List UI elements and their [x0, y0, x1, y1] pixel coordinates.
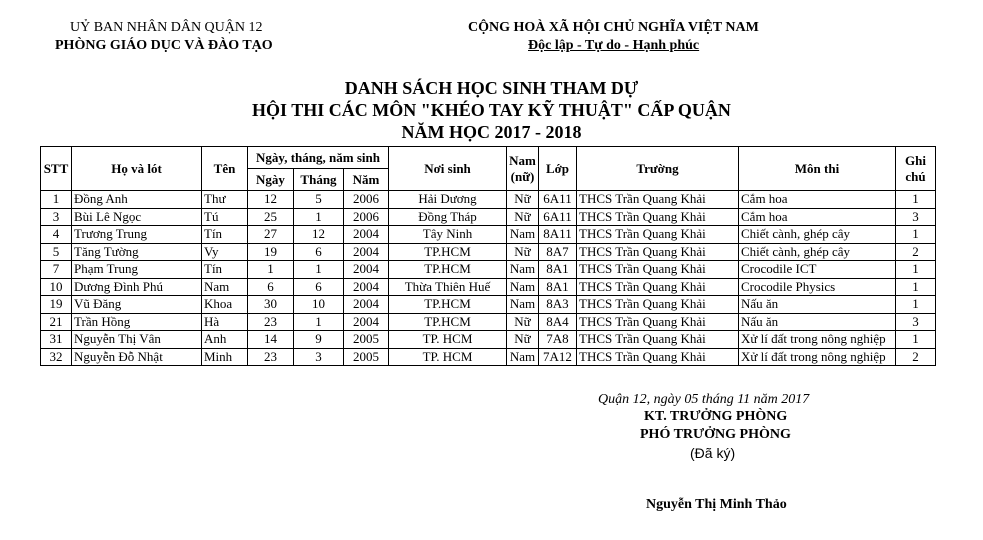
cell-mon-thi: Crocodile ICT — [739, 261, 896, 279]
issuer-line-2: PHÒNG GIÁO DỤC VÀ ĐÀO TẠO — [55, 38, 273, 53]
header-nam-nu — [507, 147, 539, 191]
cell-ten: Khoa — [202, 296, 248, 314]
cell-gioi-tinh: Nữ — [507, 191, 539, 209]
cell-ngay: 6 — [248, 278, 294, 296]
cell-ho-va-lot: Bùi Lê Ngọc — [72, 208, 202, 226]
cell-truong: THCS Trần Quang Khải — [577, 296, 739, 314]
cell-stt: 10 — [41, 278, 72, 296]
cell-mon-thi: Chiết cành, ghép cây — [739, 243, 896, 261]
cell-gioi-tinh: Nam — [507, 296, 539, 314]
signer-role-1: KT. TRƯỞNG PHÒNG — [644, 409, 788, 424]
cell-stt: 3 — [41, 208, 72, 226]
cell-lop: 8A11 — [539, 226, 577, 244]
header-ghi-chu — [896, 147, 936, 191]
cell-ghi-chu: 1 — [896, 226, 936, 244]
header-nam-nu-line1: Nam — [509, 152, 536, 168]
cell-gioi-tinh: Nam — [507, 261, 539, 279]
cell-gioi-tinh: Nam — [507, 348, 539, 366]
cell-truong: THCS Trần Quang Khải — [577, 243, 739, 261]
header-noi-sinh: Nơi sinh — [389, 147, 507, 191]
doc-title-line-2: HỘI THI CÁC MÔN "KHÉO TAY KỸ THUẬT" CẤP QUẬN — [252, 100, 731, 120]
cell-ngay: 30 — [248, 296, 294, 314]
cell-ghi-chu: 2 — [896, 348, 936, 366]
cell-gioi-tinh: Nam — [507, 278, 539, 296]
cell-stt: 32 — [41, 348, 72, 366]
cell-stt: 7 — [41, 261, 72, 279]
cell-ten: Tú — [202, 208, 248, 226]
cell-truong: THCS Trần Quang Khải — [577, 191, 739, 209]
table-row — [41, 331, 936, 349]
cell-ngay: 12 — [248, 191, 294, 209]
roster-body — [41, 191, 936, 366]
table-row — [41, 296, 936, 314]
cell-thang: 1 — [294, 313, 344, 331]
cell-ho-va-lot: Nguyễn Đỗ Nhật — [72, 348, 202, 366]
cell-nam: 2004 — [344, 278, 389, 296]
cell-thang: 6 — [294, 243, 344, 261]
sign-date: Quận 12, ngày 05 tháng 11 năm 2017 — [598, 392, 810, 407]
cell-ho-va-lot: Vũ Đăng — [72, 296, 202, 314]
cell-noi-sinh: Thừa Thiên Huế — [389, 278, 507, 296]
cell-truong: THCS Trần Quang Khải — [577, 331, 739, 349]
header-ghi-chu-line1: Ghi — [905, 152, 926, 168]
nation-line-1: CỘNG HOÀ XÃ HỘI CHỦ NGHĨA VIỆT NAM — [468, 20, 759, 35]
header-ghi-chu-line2: chú — [905, 168, 926, 184]
cell-mon-thi: Xử lí đất trong nông nghiệp — [739, 348, 896, 366]
header-ngay-thang-nam-sinh: Ngày, tháng, năm sinh — [248, 147, 389, 169]
cell-thang: 9 — [294, 331, 344, 349]
cell-nam: 2004 — [344, 313, 389, 331]
cell-lop: 8A1 — [539, 278, 577, 296]
table-row — [41, 191, 936, 209]
cell-truong: THCS Trần Quang Khải — [577, 208, 739, 226]
table-row — [41, 243, 936, 261]
cell-noi-sinh: Tây Ninh — [389, 226, 507, 244]
cell-stt: 19 — [41, 296, 72, 314]
cell-truong: THCS Trần Quang Khải — [577, 261, 739, 279]
cell-nam: 2004 — [344, 296, 389, 314]
header-mon-thi: Môn thi — [739, 147, 896, 191]
cell-gioi-tinh: Nam — [507, 226, 539, 244]
cell-noi-sinh: TP.HCM — [389, 296, 507, 314]
cell-nam: 2004 — [344, 243, 389, 261]
cell-ghi-chu: 3 — [896, 208, 936, 226]
signer-name: Nguyễn Thị Minh Thảo — [646, 497, 787, 512]
header-thang: Tháng — [294, 169, 344, 191]
cell-thang: 1 — [294, 261, 344, 279]
cell-gioi-tinh: Nữ — [507, 208, 539, 226]
header-nam: Năm — [344, 169, 389, 191]
cell-stt: 31 — [41, 331, 72, 349]
cell-thang: 12 — [294, 226, 344, 244]
cell-ten: Tín — [202, 226, 248, 244]
cell-stt: 4 — [41, 226, 72, 244]
cell-ghi-chu: 3 — [896, 313, 936, 331]
cell-nam: 2006 — [344, 208, 389, 226]
cell-noi-sinh: Đồng Tháp — [389, 208, 507, 226]
cell-ho-va-lot: Trương Trung — [72, 226, 202, 244]
cell-ho-va-lot: Tăng Tường — [72, 243, 202, 261]
cell-nam: 2004 — [344, 226, 389, 244]
cell-truong: THCS Trần Quang Khải — [577, 313, 739, 331]
table-row — [41, 313, 936, 331]
cell-ten: Minh — [202, 348, 248, 366]
cell-thang: 1 — [294, 208, 344, 226]
cell-ho-va-lot: Nguyễn Thị Vân — [72, 331, 202, 349]
header-ten: Tên — [202, 147, 248, 191]
cell-mon-thi: Chiết cành, ghép cây — [739, 226, 896, 244]
cell-stt: 21 — [41, 313, 72, 331]
table-row — [41, 208, 936, 226]
cell-truong: THCS Trần Quang Khải — [577, 348, 739, 366]
cell-gioi-tinh: Nữ — [507, 243, 539, 261]
cell-ho-va-lot: Phạm Trung — [72, 261, 202, 279]
cell-thang: 6 — [294, 278, 344, 296]
cell-gioi-tinh: Nữ — [507, 331, 539, 349]
cell-truong: THCS Trần Quang Khải — [577, 226, 739, 244]
cell-noi-sinh: TP.HCM — [389, 261, 507, 279]
cell-ghi-chu: 1 — [896, 278, 936, 296]
table-row — [41, 348, 936, 366]
cell-ho-va-lot: Trần Hồng — [72, 313, 202, 331]
header-ngay: Ngày — [248, 169, 294, 191]
cell-ho-va-lot: Dương Đình Phú — [72, 278, 202, 296]
student-roster-table — [40, 146, 936, 366]
cell-lop: 8A1 — [539, 261, 577, 279]
cell-ngay: 1 — [248, 261, 294, 279]
cell-ghi-chu: 1 — [896, 261, 936, 279]
cell-nam: 2006 — [344, 191, 389, 209]
cell-noi-sinh: TP.HCM — [389, 243, 507, 261]
cell-noi-sinh: TP. HCM — [389, 348, 507, 366]
cell-gioi-tinh: Nữ — [507, 313, 539, 331]
doc-title-line-3: NĂM HỌC 2017 - 2018 — [401, 122, 582, 142]
cell-truong: THCS Trần Quang Khải — [577, 278, 739, 296]
cell-stt: 1 — [41, 191, 72, 209]
cell-lop: 7A8 — [539, 331, 577, 349]
cell-lop: 8A3 — [539, 296, 577, 314]
header-stt: STT — [41, 147, 72, 191]
cell-ngay: 14 — [248, 331, 294, 349]
cell-lop: 6A11 — [539, 191, 577, 209]
cell-ten: Vy — [202, 243, 248, 261]
cell-nam: 2005 — [344, 331, 389, 349]
cell-ghi-chu: 1 — [896, 296, 936, 314]
cell-ngay: 19 — [248, 243, 294, 261]
header-ho-va-lot: Họ và lót — [72, 147, 202, 191]
cell-mon-thi: Cắm hoa — [739, 208, 896, 226]
cell-ten: Thư — [202, 191, 248, 209]
cell-ngay: 25 — [248, 208, 294, 226]
nation-motto: Độc lập - Tự do - Hạnh phúc — [528, 38, 700, 53]
header-lop: Lớp — [539, 147, 577, 191]
table-row — [41, 278, 936, 296]
cell-ngay: 27 — [248, 226, 294, 244]
signer-role-2: PHÓ TRƯỞNG PHÒNG — [640, 427, 791, 442]
cell-thang: 10 — [294, 296, 344, 314]
header-nam-nu-line2: (nữ) — [510, 168, 535, 184]
cell-ten: Tín — [202, 261, 248, 279]
cell-ghi-chu: 1 — [896, 191, 936, 209]
cell-ten: Hà — [202, 313, 248, 331]
cell-lop: 8A4 — [539, 313, 577, 331]
cell-nam: 2005 — [344, 348, 389, 366]
cell-thang: 5 — [294, 191, 344, 209]
cell-ten: Anh — [202, 331, 248, 349]
cell-ngay: 23 — [248, 313, 294, 331]
cell-mon-thi: Nấu ăn — [739, 296, 896, 314]
signed-note: (Đã ký) — [690, 445, 736, 461]
table-row — [41, 261, 936, 279]
cell-noi-sinh: TP. HCM — [389, 331, 507, 349]
cell-mon-thi: Cắm hoa — [739, 191, 896, 209]
cell-lop: 6A11 — [539, 208, 577, 226]
doc-title-line-1: DANH SÁCH HỌC SINH THAM DỰ — [344, 78, 639, 98]
cell-ngay: 23 — [248, 348, 294, 366]
cell-ghi-chu: 2 — [896, 243, 936, 261]
cell-noi-sinh: Hải Dương — [389, 191, 507, 209]
cell-stt: 5 — [41, 243, 72, 261]
cell-mon-thi: Crocodile Physics — [739, 278, 896, 296]
cell-nam: 2004 — [344, 261, 389, 279]
cell-lop: 7A12 — [539, 348, 577, 366]
cell-mon-thi: Xử lí đất trong nông nghiệp — [739, 331, 896, 349]
cell-mon-thi: Nấu ăn — [739, 313, 896, 331]
issuer-line-1: UỶ BAN NHÂN DÂN QUẬN 12 — [70, 20, 263, 35]
cell-ghi-chu: 1 — [896, 331, 936, 349]
header-truong: Trường — [577, 147, 739, 191]
cell-lop: 8A7 — [539, 243, 577, 261]
cell-noi-sinh: TP.HCM — [389, 313, 507, 331]
cell-thang: 3 — [294, 348, 344, 366]
cell-ho-va-lot: Đồng Anh — [72, 191, 202, 209]
table-row — [41, 226, 936, 244]
cell-ten: Nam — [202, 278, 248, 296]
